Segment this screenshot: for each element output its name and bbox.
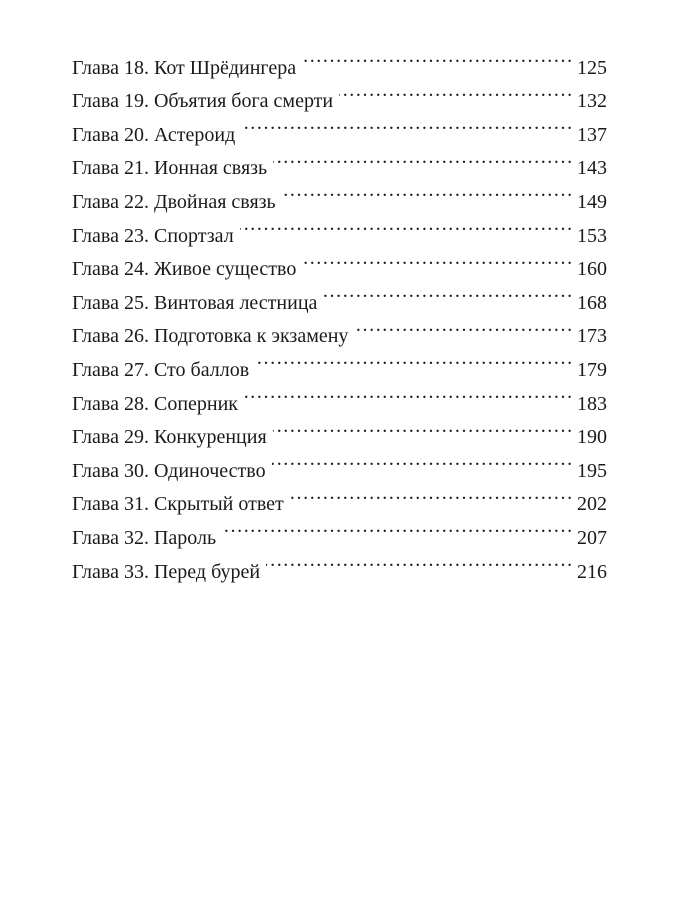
page-number: 202 bbox=[577, 493, 607, 516]
chapter-title: Глава 33. Перед бурей bbox=[72, 560, 261, 583]
page-number: 149 bbox=[577, 190, 607, 213]
dot-leader bbox=[255, 342, 571, 376]
dot-leader bbox=[323, 275, 571, 309]
dot-leader bbox=[266, 544, 571, 578]
chapter-title: Глава 31. Скрытый ответ bbox=[72, 493, 284, 516]
chapter-title: Глава 20. Астероид bbox=[72, 123, 236, 146]
chapter-title: Глава 32. Пароль bbox=[72, 526, 217, 549]
toc-entry bbox=[72, 40, 607, 79]
chapter-title: Глава 29. Конкуренция bbox=[72, 426, 267, 449]
dot-leader bbox=[302, 40, 571, 74]
page-number: 216 bbox=[577, 560, 607, 583]
table-of-contents bbox=[72, 40, 607, 583]
dot-leader bbox=[282, 174, 571, 208]
chapter-title: Глава 23. Спортзал bbox=[72, 224, 234, 247]
chapter-title: Глава 27. Сто баллов bbox=[72, 358, 250, 381]
chapter-title: Глава 28. Соперник bbox=[72, 392, 239, 415]
chapter-title: Глава 19. Объятия бога смерти bbox=[72, 90, 334, 113]
chapter-title: Глава 21. Ионная связь bbox=[72, 157, 268, 180]
dot-leader bbox=[272, 443, 571, 477]
page-number: 179 bbox=[577, 358, 607, 381]
dot-leader bbox=[290, 477, 571, 511]
dot-leader bbox=[222, 510, 571, 544]
page-number: 132 bbox=[577, 90, 607, 113]
dot-leader bbox=[354, 309, 571, 343]
dot-leader bbox=[273, 141, 571, 175]
page-number: 137 bbox=[577, 123, 607, 146]
page-number: 190 bbox=[577, 426, 607, 449]
chapter-title: Глава 18. Кот Шрёдингера bbox=[72, 56, 297, 79]
page-number: 125 bbox=[577, 56, 607, 79]
page-number: 153 bbox=[577, 224, 607, 247]
page-number: 173 bbox=[577, 325, 607, 348]
dot-leader bbox=[273, 410, 571, 444]
chapter-title: Глава 30. Одиночество bbox=[72, 459, 266, 482]
page-number: 143 bbox=[577, 157, 607, 180]
dot-leader bbox=[241, 107, 571, 141]
chapter-title: Глава 26. Подготовка к экзамену bbox=[72, 325, 349, 348]
chapter-title: Глава 22. Двойная связь bbox=[72, 190, 276, 213]
page-number: 160 bbox=[577, 258, 607, 281]
dot-leader bbox=[244, 376, 571, 410]
dot-leader bbox=[302, 242, 571, 276]
dot-leader bbox=[339, 74, 571, 108]
page-number: 195 bbox=[577, 459, 607, 482]
dot-leader bbox=[240, 208, 571, 242]
page-number: 207 bbox=[577, 526, 607, 549]
chapter-title: Глава 25. Винтовая лестница bbox=[72, 291, 318, 314]
page-number: 183 bbox=[577, 392, 607, 415]
page-number: 168 bbox=[577, 291, 607, 314]
chapter-title: Глава 24. Живое существо bbox=[72, 258, 297, 281]
